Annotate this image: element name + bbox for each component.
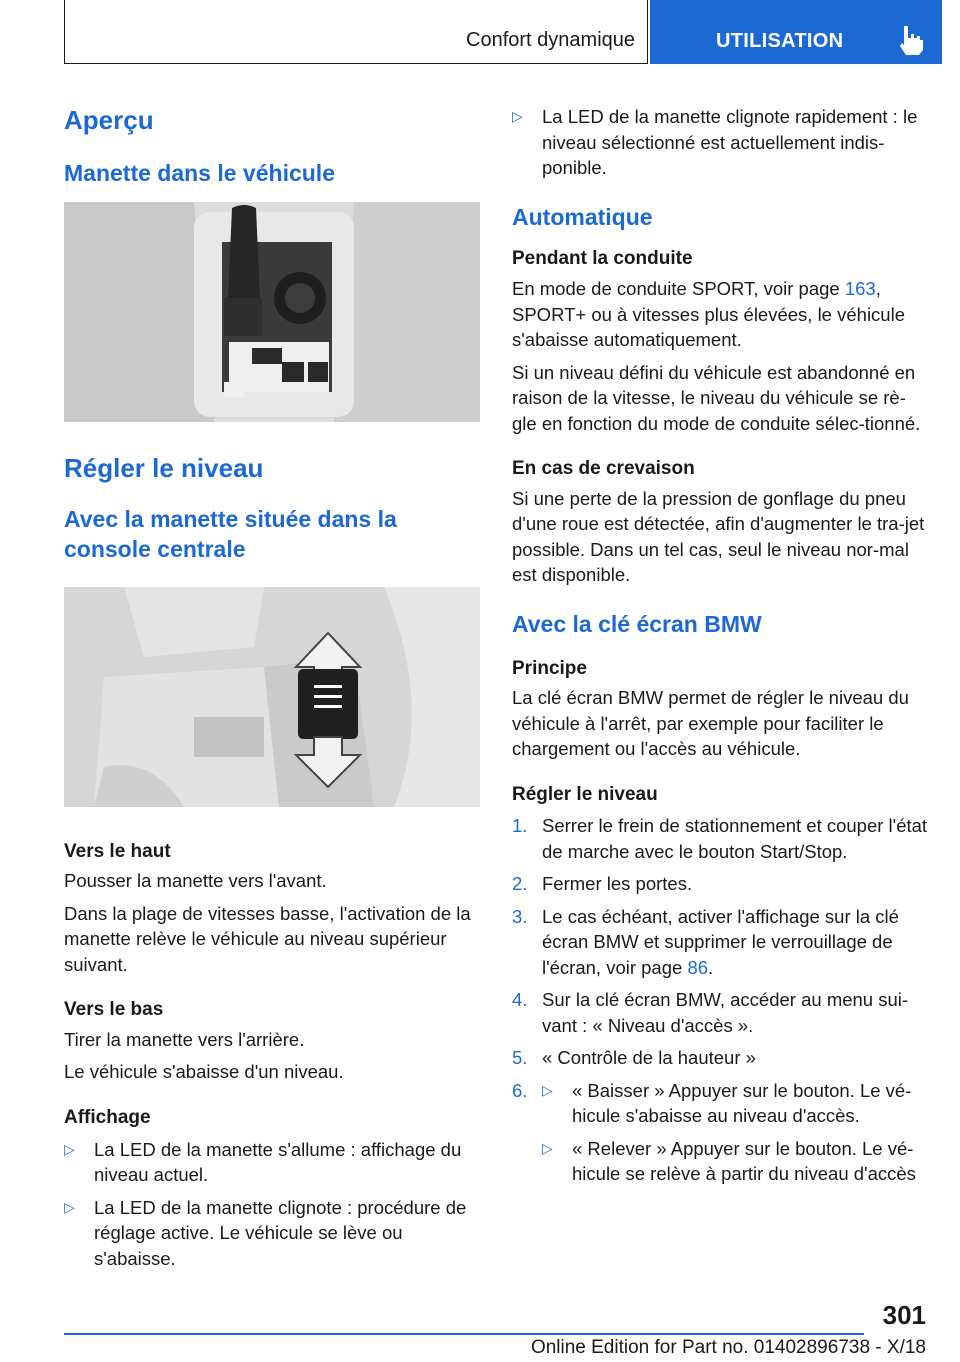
header-tab-utilisation[interactable]: [650, 0, 942, 64]
list-item: [512, 104, 928, 181]
list-item-text: La LED de la manette clignote : procédure de réglage active. Le véhicule se lève ou s'abaisse.: [94, 1196, 467, 1269]
lever-detail-image: [64, 587, 480, 807]
step-text: Serrer le frein de stationnement et couper l'état de marche avec le bouton Start/Stop.: [542, 815, 928, 862]
list-item: [512, 813, 928, 864]
list-item: [512, 987, 928, 1038]
subheading-vers-haut: Vers le haut: [64, 840, 171, 862]
page-link-163[interactable]: 163: [844, 278, 876, 300]
page-link-86[interactable]: 86: [687, 956, 709, 978]
subheading-regler-niveau: Régler le niveau: [512, 783, 658, 805]
step-text: « Contrôle de la hauteur »: [542, 1047, 756, 1069]
pointing-hand-icon: [896, 24, 926, 56]
list-item-text: La LED de la manette clignote rapidement : le niveau sélectionné est actuellement indis-ponible.: [542, 106, 918, 178]
right-column: [512, 100, 928, 1187]
heading-regler-niveau: Régler le niveau: [64, 453, 264, 484]
subheading-affichage: Affichage: [64, 1106, 151, 1128]
triangle-bullet-icon: ▷: [542, 1081, 553, 1098]
header-section-box: [64, 0, 648, 64]
step-text: Le cas échéant, activer l'affichage sur la clé écran BMW et supprimer le verrouillage de l'écran, voir page 86.: [542, 905, 899, 978]
heading-apercu: Aperçu: [64, 105, 154, 135]
heading-cle-ecran: Avec la clé écran BMW: [512, 610, 762, 637]
text-principe: La clé écran BMW permet de régler le niveau du véhicule à l'arrêt, par exemple pour faciliter le chargement ou l'accès au véhicule.: [512, 687, 909, 760]
text-conduite-2: Si un niveau défini du véhicule est abandonné en raison de la vitesse, le niveau du véhicule se rè-gle en fonction du mode de conduite sélec-tionné.: [512, 361, 921, 434]
list-item-text: La LED de la manette s'allume : affichage du niveau actuel.: [94, 1138, 462, 1186]
nested-bullet: [542, 1078, 928, 1129]
step-number: 4.: [512, 989, 528, 1011]
lever-detail-illustration: [64, 587, 480, 807]
nested-bullet: [542, 1136, 928, 1187]
left-column: [64, 100, 480, 1271]
subheading-vers-bas: Vers le bas: [64, 999, 164, 1021]
list-item: [64, 1137, 480, 1188]
page-number: 301: [882, 1300, 926, 1330]
list-item: [512, 1078, 928, 1187]
console-overview-image: [64, 202, 480, 422]
text-crevaison: Si une perte de la pression de gonflage du pneu d'une roue est détectée, afin d'augmenter le tra-jet possible. Dans un tel cas, seul le niveau nor-mal est disponible.: [512, 487, 925, 586]
text-conduite-1: En mode de conduite SPORT, voir page 163, SPORT+ ou à vitesses plus élevées, le véhicule s'abaisse automatiquement.: [512, 278, 905, 351]
step-text: Sur la clé écran BMW, accéder au menu sui-vant : « Niveau d'accès ».: [542, 989, 909, 1036]
subheading-principe: Principe: [512, 657, 587, 679]
step-number: 3.: [512, 905, 528, 927]
step-number: 1.: [512, 815, 528, 837]
step-number: 6.: [512, 1079, 528, 1101]
list-item: [64, 1195, 480, 1272]
subheading-pendant-conduite: Pendant la conduite: [512, 248, 693, 270]
triangle-bullet-icon: ▷: [64, 1198, 75, 1215]
console-overview-illustration: [64, 202, 480, 422]
triangle-bullet-icon: ▷: [512, 108, 523, 124]
step-text: « Relever » Appuyer sur le bouton. Le vé-hicule se relève à partir du niveau d'accès: [572, 1137, 916, 1185]
step-number: 2.: [512, 873, 528, 895]
header-section-title: Confort dynamique: [466, 29, 635, 51]
list-item: [512, 871, 928, 897]
step-text: Fermer les portes.: [542, 873, 693, 895]
step-number: 5.: [512, 1047, 528, 1069]
footer-edition: Online Edition for Part no. 01402896738 - X/18: [530, 1337, 926, 1358]
heading-manette-console: Avec la manette située dans la console centrale: [64, 505, 397, 562]
text-vers-bas-1: Tirer la manette vers l'arrière.: [64, 1028, 305, 1050]
step-text: « Baisser » Appuyer sur le bouton. Le vé-hicule s'abaisse au niveau d'accès.: [572, 1079, 912, 1127]
triangle-bullet-icon: ▷: [64, 1140, 75, 1157]
triangle-bullet-icon: ▷: [542, 1139, 553, 1156]
text-vers-haut-2: Dans la plage de vitesses basse, l'activation de la manette relève le véhicule au niveau supérieur suivant.: [64, 902, 471, 975]
subheading-crevaison: En cas de crevaison: [512, 458, 695, 480]
text-vers-bas-2: Le véhicule s'abaisse d'un niveau.: [64, 1061, 344, 1083]
list-item: [512, 1045, 928, 1071]
heading-manette-vehicule: Manette dans le véhicule: [64, 159, 335, 186]
heading-automatique: Automatique: [512, 203, 653, 230]
footer-divider: [64, 1333, 864, 1335]
text-vers-haut-1: Pousser la manette vers l'avant.: [64, 870, 327, 892]
list-item: [512, 904, 928, 981]
header-tab-label: UTILISATION: [716, 30, 844, 52]
